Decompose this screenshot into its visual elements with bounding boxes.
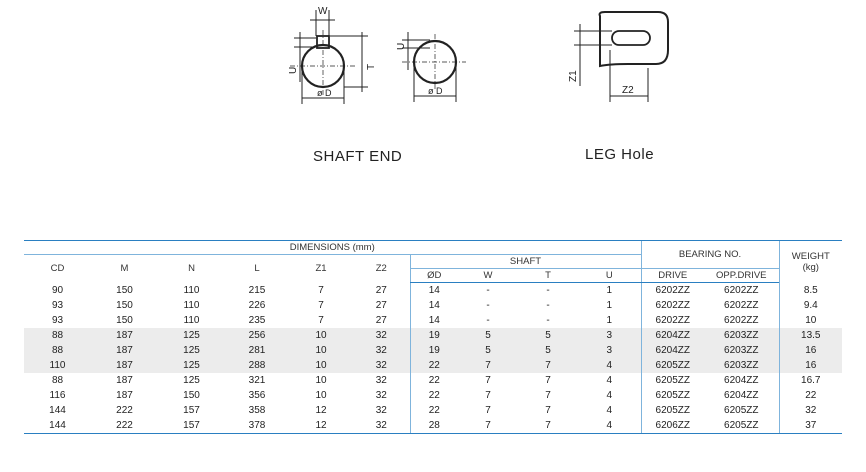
table-cell: 93 — [51, 315, 64, 326]
table-cell: 7 — [318, 284, 324, 296]
table-cell: 256 — [225, 328, 289, 343]
table-cell: 13.5 — [779, 328, 842, 343]
table-cell: 110 — [183, 300, 200, 311]
table-cell: 7 — [485, 375, 491, 386]
table-cell: 116 — [49, 390, 66, 401]
col-w: W — [458, 269, 518, 283]
table-cell: 110 — [24, 358, 91, 373]
table-cell: - — [486, 285, 490, 296]
table-cell: 22 — [410, 403, 458, 418]
table-row — [24, 388, 842, 403]
table-cell: 27 — [375, 315, 387, 326]
shaft-flat-diagram — [390, 20, 470, 108]
table-cell: 235 — [248, 315, 266, 326]
table-row — [24, 358, 842, 373]
table-cell: 125 — [158, 358, 225, 373]
table-cell: 6202ZZ — [641, 313, 704, 328]
table-cell: 4 — [578, 418, 641, 434]
table-cell: 6205ZZ — [641, 373, 704, 388]
leg-hole-caption: LEG Hole — [585, 146, 655, 163]
table-cell: 187 — [116, 390, 133, 401]
table-cell: 1 — [606, 300, 613, 311]
table-row — [24, 313, 842, 328]
table-cell: 93 — [51, 300, 64, 311]
table-cell: 5 — [518, 343, 578, 358]
table-cell: 6203ZZ — [704, 343, 779, 358]
table-cell: 32 — [375, 375, 387, 386]
weight-title: WEIGHT — [791, 250, 830, 262]
table-cell: 12 — [315, 405, 327, 416]
w-label: W — [318, 6, 328, 17]
table-cell: 7 — [545, 375, 551, 386]
table-cell: 9.4 — [779, 298, 842, 313]
table-cell: 222 — [91, 418, 158, 434]
table-cell: 3 — [578, 343, 641, 358]
table-cell: - — [486, 315, 490, 326]
col-drive: DRIVE — [641, 269, 704, 283]
table-cell: 10 — [289, 343, 353, 358]
table-cell: - — [546, 300, 550, 311]
table-cell: 7 — [485, 390, 491, 401]
dimensions-header: DIMENSIONS (mm) — [24, 241, 641, 255]
table-cell: 288 — [225, 358, 289, 373]
table-cell: 4 — [606, 375, 613, 386]
table-cell: 22 — [410, 388, 458, 403]
col-z2: Z2 — [353, 255, 410, 283]
table-cell: 187 — [91, 358, 158, 373]
table-cell: 10 — [779, 313, 842, 328]
table-cell: 157 — [183, 405, 200, 416]
table-cell: 150 — [183, 390, 200, 401]
table-cell: 28 — [410, 418, 458, 434]
leg-hole-diagram — [560, 8, 675, 103]
u-label-2: U — [396, 42, 407, 50]
table-cell: 4 — [606, 390, 613, 401]
table-cell: 7 — [545, 405, 551, 416]
table-row — [24, 343, 842, 358]
table-cell: 6202ZZ — [724, 300, 759, 311]
table-cell: 88 — [24, 328, 91, 343]
table-cell: 14 — [410, 313, 458, 328]
table-cell: 7 — [458, 418, 518, 434]
z1-label: Z1 — [568, 70, 579, 82]
table-cell: 27 — [375, 284, 387, 296]
table-cell: 6205ZZ — [641, 358, 704, 373]
u-label: U — [288, 66, 299, 74]
table-cell: 7 — [485, 405, 491, 416]
table-cell: 157 — [158, 418, 225, 434]
table-cell: 281 — [225, 343, 289, 358]
table-cell: 110 — [183, 284, 200, 296]
table-cell: 19 — [410, 343, 458, 358]
shaft-header: SHAFT — [410, 255, 641, 269]
table-cell: 356 — [248, 390, 266, 401]
col-cd: CD — [24, 255, 91, 283]
table-cell: 150 — [116, 315, 133, 326]
table-cell: 6205ZZ — [704, 418, 779, 434]
table-cell: 150 — [116, 284, 133, 296]
col-m: M — [91, 255, 158, 283]
weight-unit: (kg) — [802, 261, 819, 273]
table-cell: 32 — [353, 418, 410, 434]
col-u: U — [578, 269, 641, 283]
table-cell: 19 — [410, 328, 458, 343]
table-cell: 3 — [578, 328, 641, 343]
z2-label: Z2 — [622, 85, 634, 96]
table-cell: 144 — [49, 405, 66, 416]
table-cell: 10 — [315, 375, 327, 386]
table-cell: 1 — [606, 285, 613, 296]
table-cell: 5 — [458, 343, 518, 358]
table-cell: 10 — [289, 358, 353, 373]
table-cell: 187 — [91, 328, 158, 343]
table-cell: 6204ZZ — [641, 343, 704, 358]
table-cell: 144 — [24, 418, 91, 434]
table-cell: 5 — [458, 328, 518, 343]
table-cell: 7 — [545, 390, 551, 401]
table-cell: 6205ZZ — [641, 403, 704, 418]
table-cell: 32 — [375, 390, 387, 401]
table-cell: 8.5 — [779, 283, 842, 299]
table-body — [24, 283, 842, 434]
table-cell: 14 — [410, 298, 458, 313]
table-cell: 358 — [248, 405, 266, 416]
table-cell: 6202ZZ — [724, 315, 759, 326]
table-cell: 16 — [779, 358, 842, 373]
table-cell: 321 — [248, 375, 266, 386]
table-cell: 6206ZZ — [641, 418, 704, 434]
table-cell: 215 — [248, 284, 266, 296]
table-cell: 6205ZZ — [641, 388, 704, 403]
table-cell: 378 — [225, 418, 289, 434]
col-l: L — [225, 255, 289, 283]
table-row — [24, 373, 842, 388]
table-cell: 12 — [289, 418, 353, 434]
table-row — [24, 298, 842, 313]
col-opp-drive: OPP.DRIVE — [704, 269, 779, 283]
table-row — [24, 403, 842, 418]
table-cell: 88 — [24, 343, 91, 358]
table-cell: 1 — [606, 315, 613, 326]
table-cell: 125 — [158, 343, 225, 358]
table-cell: 32 — [353, 328, 410, 343]
table-cell: 16 — [779, 343, 842, 358]
table-cell: 88 — [51, 375, 64, 386]
table-cell: 4 — [578, 358, 641, 373]
table-cell: 6204ZZ — [724, 375, 759, 386]
table-cell: 7 — [518, 418, 578, 434]
table-cell: 5 — [518, 328, 578, 343]
header-row-1 — [24, 241, 842, 255]
shaft-keyed-diagram — [280, 2, 390, 107]
col-z1: Z1 — [289, 255, 353, 283]
table-cell: 125 — [158, 328, 225, 343]
table-cell: 6203ZZ — [704, 328, 779, 343]
table-cell: 187 — [116, 375, 133, 386]
table-cell: 22 — [779, 388, 842, 403]
table-cell: 125 — [183, 375, 200, 386]
table-cell: 27 — [375, 300, 387, 311]
table-cell: 6205ZZ — [724, 405, 759, 416]
table-cell: 16.7 — [779, 373, 842, 388]
table-cell: 187 — [91, 343, 158, 358]
table-row — [24, 328, 842, 343]
col-n: N — [158, 255, 225, 283]
table-cell: 4 — [606, 405, 613, 416]
col-od: ØD — [410, 269, 458, 283]
table-cell: - — [486, 300, 490, 311]
table-cell: - — [546, 285, 550, 296]
table-cell: 32 — [353, 343, 410, 358]
table-row — [24, 418, 842, 434]
table-cell: 7 — [318, 315, 324, 326]
table-cell: 150 — [116, 300, 133, 311]
table-cell: 6204ZZ — [724, 390, 759, 401]
table-cell: 6203ZZ — [704, 358, 779, 373]
shaft-end-caption: SHAFT END — [313, 148, 403, 165]
table-cell: 6202ZZ — [724, 285, 759, 296]
table-cell: 32 — [779, 403, 842, 418]
table-cell: 32 — [353, 358, 410, 373]
table-cell: 90 — [51, 284, 64, 296]
t-label: T — [366, 63, 377, 70]
table-cell: 22 — [410, 373, 458, 388]
table-cell: 6202ZZ — [641, 283, 704, 299]
table-cell: 10 — [315, 390, 327, 401]
table-cell: 222 — [116, 405, 133, 416]
table-cell: 32 — [375, 405, 387, 416]
table-row — [24, 283, 842, 299]
table-cell: 226 — [248, 300, 266, 311]
table-cell: 6202ZZ — [641, 298, 704, 313]
table-cell: 6204ZZ — [641, 328, 704, 343]
table-cell: - — [546, 315, 550, 326]
table-cell: 7 — [458, 358, 518, 373]
table-cell: 10 — [289, 328, 353, 343]
weight-header — [779, 241, 842, 283]
dimensions-table — [24, 240, 842, 434]
od-label: ø D — [317, 88, 332, 98]
col-t: T — [518, 269, 578, 283]
table-cell: 14 — [410, 283, 458, 299]
table-cell: 22 — [410, 358, 458, 373]
table-cell: 37 — [779, 418, 842, 434]
table-cell: 7 — [518, 358, 578, 373]
od-label-2: ø D — [428, 86, 443, 96]
table-cell: 110 — [183, 315, 200, 326]
bearing-header: BEARING NO. — [641, 241, 779, 269]
table-cell: 7 — [318, 300, 324, 311]
